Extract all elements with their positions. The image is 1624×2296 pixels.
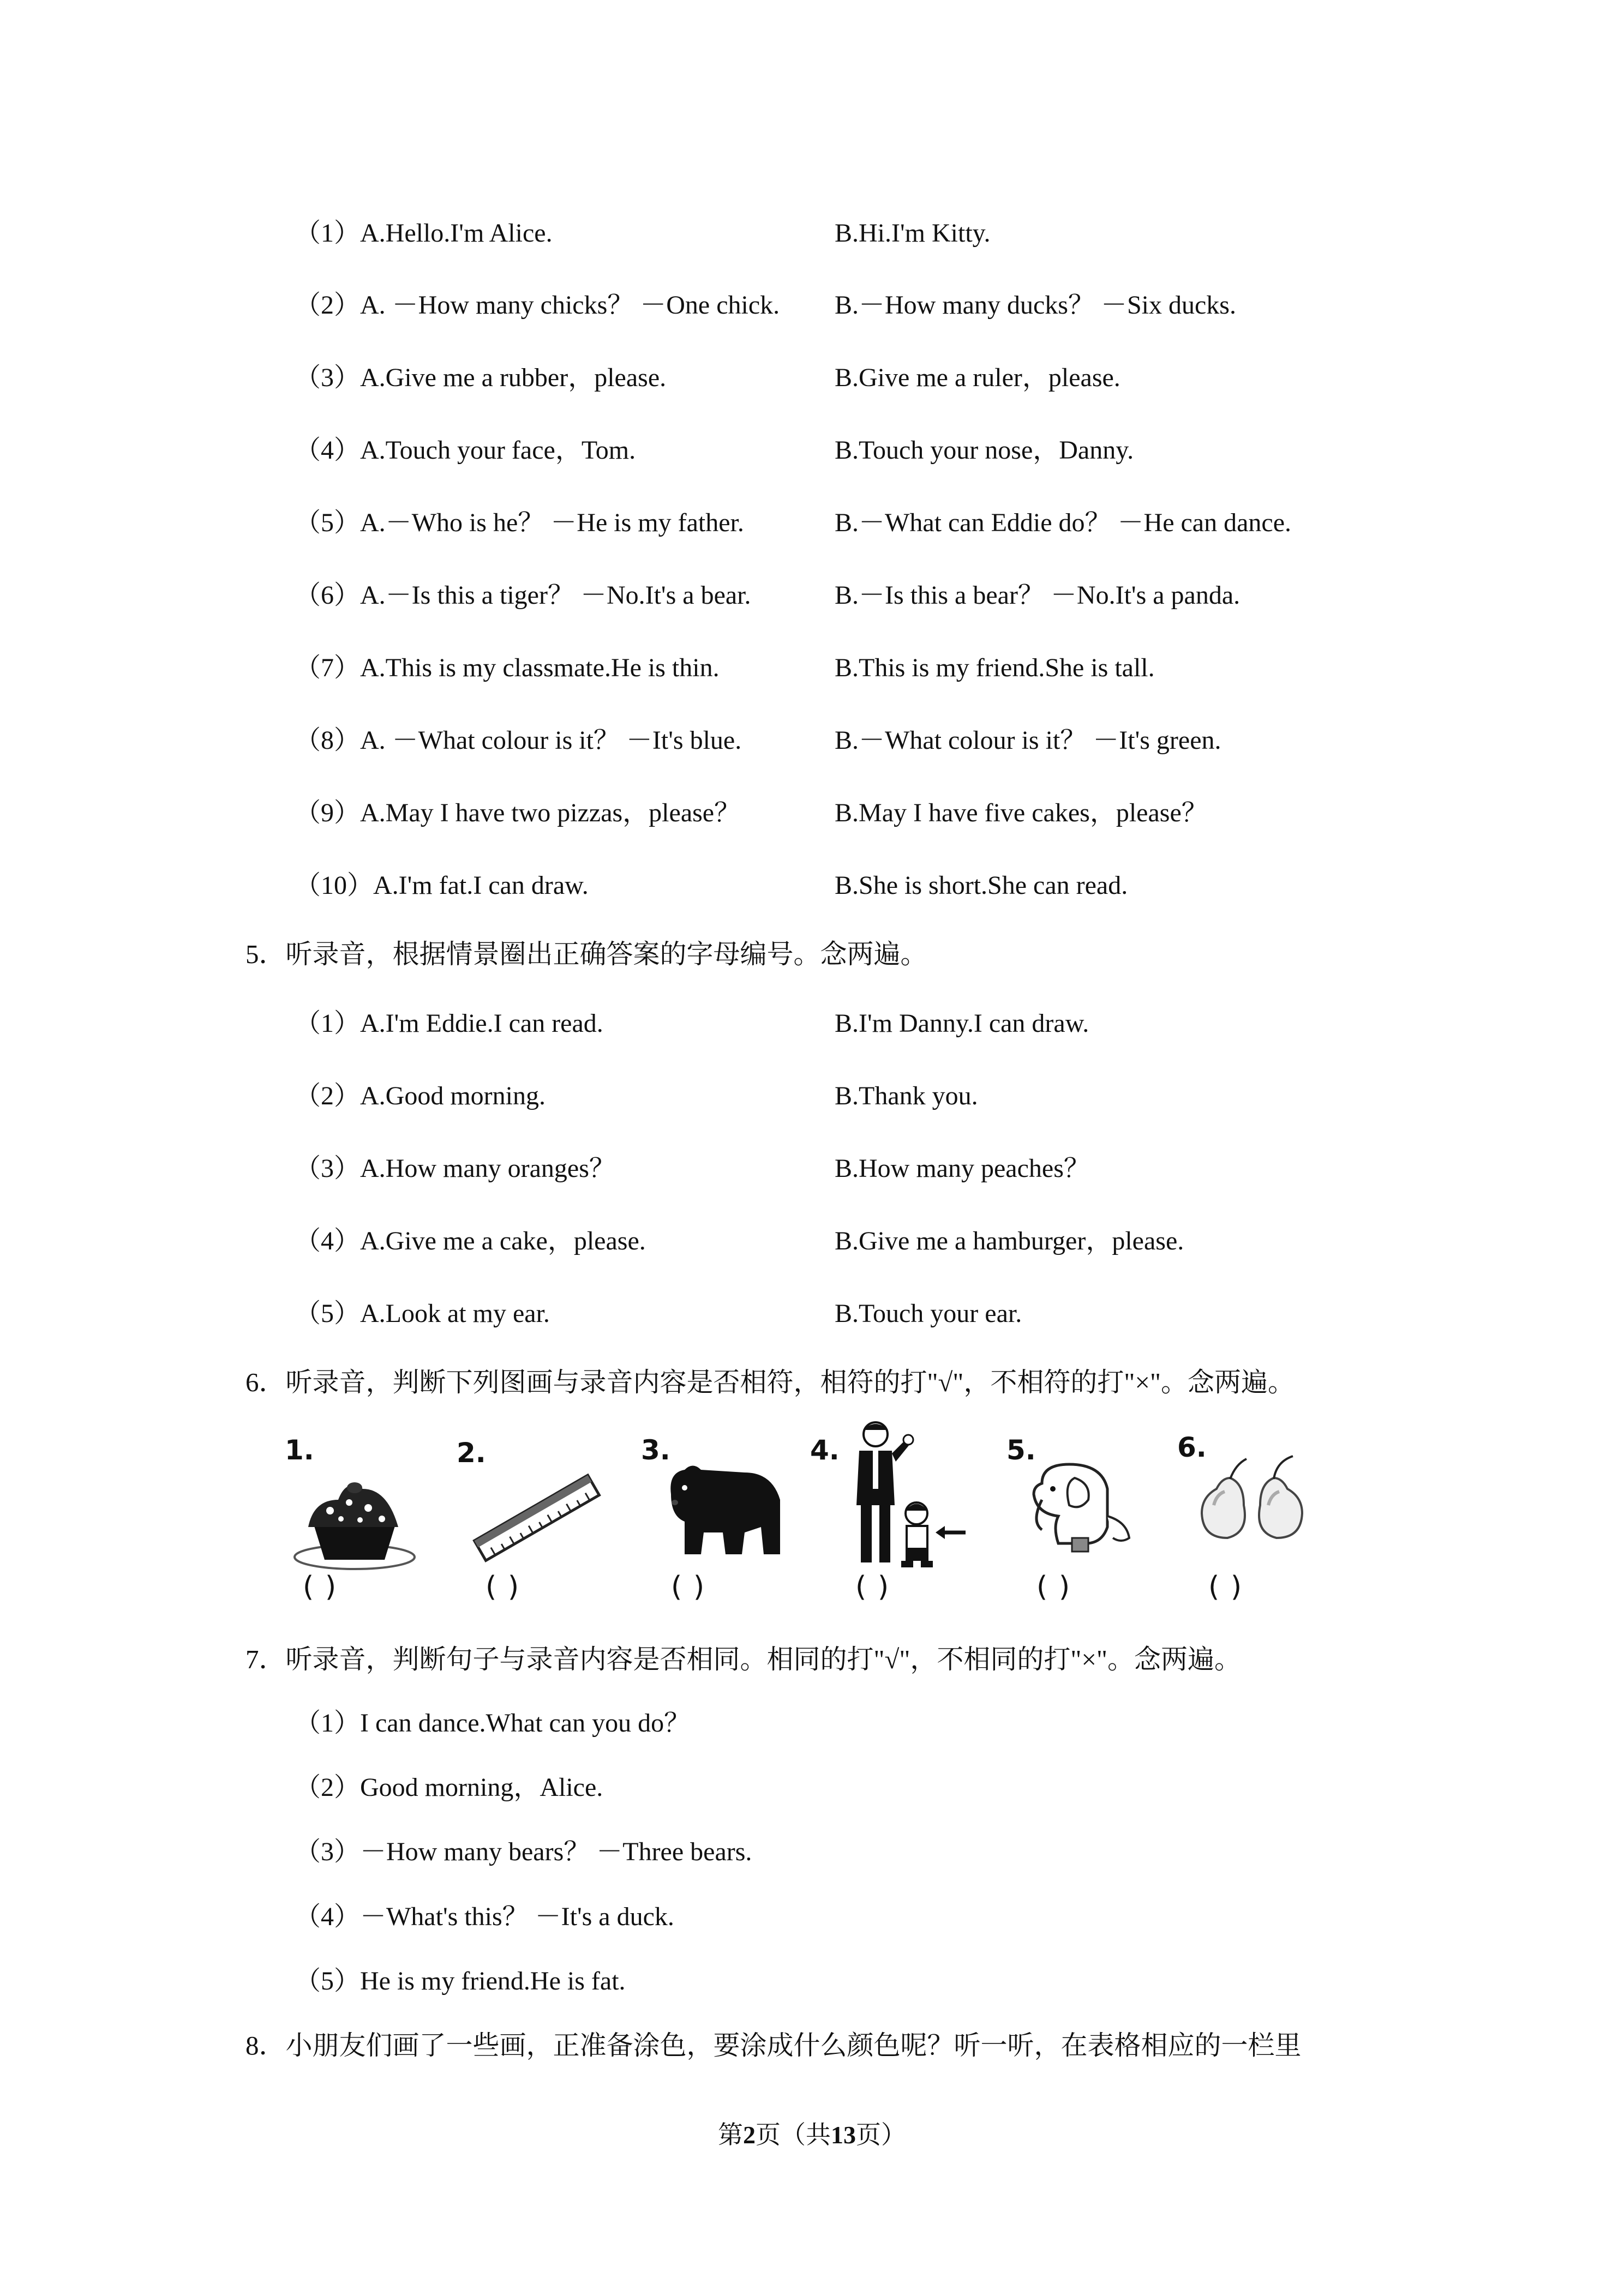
q4-item-6-a: （6）A.－Is this a tiger？ －No.It's a bear. <box>295 581 751 610</box>
q8-title: 8．小朋友们画了一些画，正准备涂色，要涂成什么颜色呢？听一听，在表格相应的一栏里 <box>245 2030 1302 2060</box>
q5-item-5-a: （5）A.Look at my ear. <box>295 1299 550 1328</box>
page-footer <box>0 2115 1624 2151</box>
q6-pic-2-answer[interactable]: ( ) <box>486 1571 520 1603</box>
footer-total-pages: 13 <box>831 2121 856 2149</box>
q4-item-4-a: （4）A.Touch your face，Tom. <box>295 436 636 465</box>
q4-item-4-b: B.Touch your nose，Danny. <box>835 436 1134 465</box>
footer-suffix: 页） <box>856 2121 906 2149</box>
q6-pic-2-number: 2. <box>457 1437 486 1469</box>
q5-item-5-b: B.Touch your ear. <box>835 1299 1022 1328</box>
q4-item-9-b: B.May I have five cakes，please？ <box>835 798 1208 827</box>
q6-pic-4-answer[interactable]: ( ) <box>855 1571 890 1603</box>
q5-item-2-b: B.Thank you. <box>835 1081 978 1110</box>
q5-item-3-a: （3）A.How many oranges？ <box>295 1154 615 1183</box>
q5-item-2-a: （2）A.Good morning. <box>295 1081 546 1110</box>
q6-pic-4-number: 4. <box>810 1434 840 1466</box>
footer-prefix: 第 <box>718 2121 743 2149</box>
q7-item-5: （5）He is my friend.He is fat. <box>295 1967 626 1996</box>
q6-pic-5-number: 5. <box>1006 1434 1036 1466</box>
q5-title: 5．听录音，根据情景圈出正确答案的字母编号。念两遍。 <box>245 939 927 969</box>
q4-item-8-b: B.－What colour is it？ －It's green. <box>835 726 1221 755</box>
q6-pic-3-number: 3. <box>641 1434 670 1466</box>
footer-middle: 页（共 <box>756 2121 831 2149</box>
q7-item-1: （1）I can dance.What can you do？ <box>295 1709 691 1738</box>
q5-item-3-b: B.How many peaches？ <box>835 1154 1090 1183</box>
q5-item-1-a: （1）A.I'm Eddie.I can read. <box>295 1009 603 1038</box>
bear-icon <box>663 1456 788 1565</box>
q4-item-10-b: B.She is short.She can read. <box>835 871 1128 900</box>
cupcake-icon <box>292 1467 417 1576</box>
q6-pic-3-answer[interactable]: ( ) <box>671 1571 706 1603</box>
father-and-son-icon <box>835 1418 976 1571</box>
q4-item-5-a: （5）A.－Who is he？ －He is my father. <box>295 508 744 537</box>
q6-title: 6．听录音，判断下列图画与录音内容是否相符，相符的打"√"，不相符的打"×"。念两遍。 <box>245 1367 1295 1397</box>
q4-item-7-a: （7）A.This is my classmate.He is thin. <box>295 653 720 682</box>
q6-pic-1-answer[interactable]: ( ) <box>303 1571 338 1603</box>
q4-item-1-b: B.Hi.I'm Kitty. <box>835 219 991 248</box>
q5-item-1-b: B.I'm Danny.I can draw. <box>835 1009 1089 1038</box>
ruler-icon <box>469 1472 606 1565</box>
q4-item-7-b: B.This is my friend.She is tall. <box>835 653 1155 682</box>
q4-item-9-a: （9）A.May I have two pizzas，please？ <box>295 798 741 827</box>
q6-pic-5-answer[interactable]: ( ) <box>1036 1571 1071 1603</box>
q4-item-3-a: （3）A.Give me a rubber，please. <box>295 363 667 392</box>
q4-item-8-a: （8）A. －What colour is it？ －It's blue. <box>295 726 742 755</box>
footer-page-number: 2 <box>743 2121 756 2149</box>
q7-item-3: （3）－How many bears？ －Three bears. <box>295 1837 752 1866</box>
q4-item-5-b: B.－What can Eddie do？ －He can dance. <box>835 508 1292 537</box>
q4-item-2-b: B.－How many ducks？ －Six ducks. <box>835 291 1236 320</box>
elephant-icon <box>1020 1462 1140 1560</box>
q6-pic-6-number: 6. <box>1177 1432 1207 1463</box>
q6-pic-1-number: 1. <box>285 1434 314 1466</box>
q4-item-10-a: （10）A.I'm fat.I can draw. <box>295 871 589 900</box>
q4-item-3-b: B.Give me a ruler，please. <box>835 363 1120 392</box>
q7-item-2: （2）Good morning，Alice. <box>295 1773 603 1802</box>
q5-item-4-a: （4）A.Give me a cake，please. <box>295 1227 646 1255</box>
q4-item-1-a: （1）A.Hello.I'm Alice. <box>295 219 553 248</box>
q6-pic-6-answer[interactable]: ( ) <box>1208 1571 1243 1603</box>
q7-item-4: （4）－What's this？ －It's a duck. <box>295 1902 674 1931</box>
q7-title: 7．听录音，判断句子与录音内容是否相同。相同的打"√"，不相同的打"×"。念两遍。 <box>245 1644 1242 1674</box>
q4-item-2-a: （2）A. －How many chicks？ －One chick. <box>295 291 780 320</box>
q5-item-4-b: B.Give me a hamburger，please. <box>835 1227 1184 1255</box>
q4-item-6-b: B.－Is this a bear？ －No.It's a panda. <box>835 581 1241 610</box>
pears-icon <box>1192 1451 1317 1549</box>
